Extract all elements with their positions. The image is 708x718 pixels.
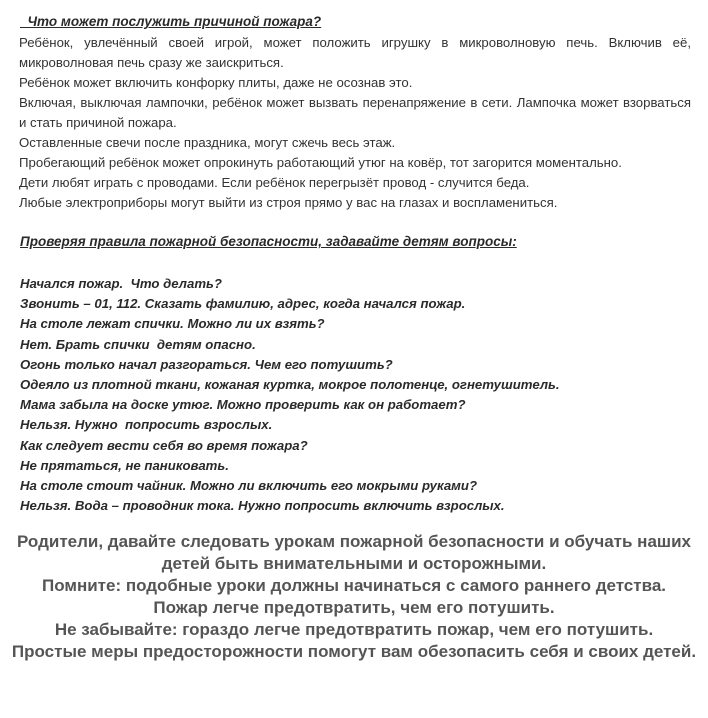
fire-cause-paragraph: Ребёнок может включить конфорку плиты, даже не осознав это. xyxy=(19,75,413,90)
question-line: Мама забыла на доске утюг. Можно проверить как он работает? xyxy=(20,397,466,413)
questions-heading: Проверяя правила пожарной безопасности, задавайте детям вопросы: xyxy=(20,234,517,249)
fire-cause-paragraph: Дети любят играть с проводами. Если ребёнок перегрызёт провод - случится беда. xyxy=(19,175,530,190)
fire-cause-paragraph: Оставленные свечи после праздника, могут сжечь весь этаж. xyxy=(19,135,396,150)
advice-line: Помните: подобные уроки должны начинаться с самого раннего детства. xyxy=(41,576,666,595)
answer-line: Звонить – 01, 112. Сказать фамилию, адрес, когда начался пожар. xyxy=(20,296,466,312)
question-line: На столе стоит чайник. Можно ли включить его мокрыми руками? xyxy=(20,478,478,494)
question-line: Как следует вести себя во время пожара? xyxy=(20,437,308,453)
parents-advice-block xyxy=(10,531,698,663)
fire-cause-paragraph: Включая, выключая лампочки, ребёнок может вызвать перенапряжение в сети. Лампочка может взорваться и стать причиной пожара. xyxy=(19,95,691,130)
question-line: На столе лежат спички. Можно ли их взять? xyxy=(20,316,325,332)
fire-cause-paragraph: Ребёнок, увлечённый своей игрой, может положить игрушку в микроволновую печь. Включив её, микроволновая печь сразу же заискриться. xyxy=(19,35,691,70)
advice-line: Родители, давайте следовать урокам пожарной безопасности и обучать наших детей быть внимательными и осторожными. xyxy=(17,532,691,573)
advice-line: Простые меры предосторожности помогут вам обезопасить себя и своих детей. xyxy=(11,642,697,661)
answer-line: Одеяло из плотной ткани, кожаная куртка, мокрое полотенце, огнетушитель. xyxy=(20,377,560,393)
questions-answers-list xyxy=(20,274,692,516)
question-line: Начался пожар. Что делать? xyxy=(20,276,222,291)
answer-line: Не прятаться, не паниковать. xyxy=(20,457,229,473)
advice-line: Не забывайте: гораздо легче предотвратить пожар, чем его потушить. xyxy=(54,620,654,639)
advice-line: Пожар легче предотвратить, чем его потушить. xyxy=(153,598,555,617)
answer-line: Нельзя. Нужно попросить взрослых. xyxy=(20,417,273,433)
answer-line: Нельзя. Вода – проводник тока. Нужно попросить включить взрослых. xyxy=(20,498,505,514)
fire-cause-paragraph: Любые электроприборы могут выйти из строя прямо у вас на глазах и воспламениться. xyxy=(19,195,558,210)
question-line: Огонь только начал разгораться. Чем его потушить? xyxy=(20,356,393,372)
answer-line: Нет. Брать спички детям опасно. xyxy=(20,336,256,352)
fire-cause-paragraph: Пробегающий ребёнок может опрокинуть работающий утюг на ковёр, тот загорится моментально. xyxy=(19,155,622,170)
fire-causes-heading: Что может послужить причиной пожара? xyxy=(20,14,322,29)
fire-causes-list xyxy=(19,33,691,213)
